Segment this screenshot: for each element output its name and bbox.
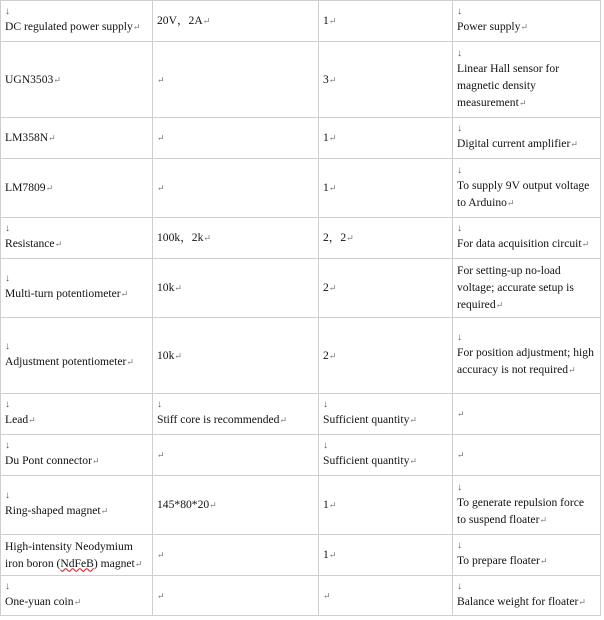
paragraph-mark-icon: ↵ [328, 550, 337, 560]
cell-quantity [319, 435, 453, 476]
paragraph-mark-icon: ↵ [157, 590, 165, 601]
cell-text: 2 [323, 281, 329, 294]
paragraph-mark-icon: ↵ [328, 133, 337, 143]
line-break-icon: ↓ [323, 399, 328, 410]
cell-purpose [453, 259, 601, 318]
cell-text: 1 [323, 131, 329, 144]
cell-text: For data acquisition circuit [457, 237, 582, 250]
paragraph-mark-icon: ↵ [91, 456, 100, 466]
cell-component-name [1, 576, 153, 616]
paragraph-mark-icon: ↵ [539, 556, 548, 566]
cell-component-name [1, 42, 153, 118]
cell-purpose [453, 394, 601, 435]
paragraph-mark-icon: ↵ [506, 197, 515, 208]
cell-quantity [319, 218, 453, 259]
cell-quantity [319, 1, 453, 42]
line-break-icon: ↓ [457, 332, 462, 343]
paragraph-mark-icon: ↵ [346, 233, 354, 243]
paragraph-mark-icon: ↵ [518, 97, 527, 108]
cell-quantity [319, 576, 453, 616]
paragraph-mark-icon: ↵ [28, 415, 36, 425]
cell-text: To prepare floater [457, 554, 540, 567]
cell-component-name [1, 1, 153, 42]
cell-component-name [1, 259, 153, 318]
cell-purpose [453, 576, 601, 616]
paragraph-mark-icon: ↵ [45, 183, 54, 193]
cell-text: LM7809 [5, 181, 46, 194]
paragraph-mark-icon: ↵ [520, 22, 528, 32]
table-row [1, 535, 601, 576]
cell-text: 1 [323, 181, 329, 194]
cell-specification [153, 394, 319, 435]
cell-specification [153, 159, 319, 218]
paragraph-mark-icon: ↵ [73, 596, 82, 607]
cell-specification [153, 318, 319, 394]
line-break-icon: ↓ [157, 399, 162, 410]
paragraph-mark-icon: ↵ [578, 596, 586, 607]
cell-text: Resistance [5, 237, 55, 250]
cell-purpose [453, 118, 601, 159]
cell-text: 3 [323, 72, 329, 86]
line-break-icon: ↓ [5, 340, 10, 352]
line-break-icon: ↓ [5, 6, 10, 17]
cell-text: Linear Hall sensor for magnetic density measurement [457, 61, 560, 109]
cell-specification [153, 118, 319, 159]
cell-text: Du Pont connector [5, 454, 92, 467]
line-break-icon: ↓ [457, 580, 462, 592]
cell-purpose [453, 42, 601, 118]
paragraph-mark-icon: ↵ [409, 415, 417, 425]
cell-text: LM358N [5, 131, 49, 144]
line-break-icon: ↓ [457, 6, 462, 17]
paragraph-mark-icon: ↵ [328, 500, 337, 510]
paragraph-mark-icon: ↵ [157, 550, 165, 560]
paragraph-mark-icon: ↵ [48, 133, 56, 143]
cell-text: Digital current amplifier [457, 137, 571, 150]
paragraph-mark-icon: ↵ [53, 74, 61, 85]
paragraph-mark-icon: ↵ [457, 409, 465, 419]
table-row [1, 394, 601, 435]
paragraph-mark-icon: ↵ [409, 456, 417, 466]
cell-text: DC regulated power supply [5, 20, 133, 33]
paragraph-mark-icon: ↵ [457, 450, 465, 460]
table-row [1, 118, 601, 159]
cell-purpose [453, 535, 601, 576]
paragraph-mark-icon: ↵ [174, 350, 182, 361]
cell-component-name [1, 218, 153, 259]
cell-purpose [453, 218, 601, 259]
line-break-icon: ↓ [323, 440, 328, 451]
paragraph-mark-icon: ↵ [328, 350, 337, 361]
cell-quantity [319, 118, 453, 159]
line-break-icon: ↓ [5, 440, 10, 451]
table-row [1, 259, 601, 318]
line-break-icon: ↓ [457, 223, 462, 234]
paragraph-mark-icon: ↵ [126, 356, 134, 367]
paragraph-mark-icon: ↵ [134, 558, 143, 569]
cell-text: Lead [5, 413, 29, 426]
cell-text: 100k，2k [157, 231, 204, 244]
cell-specification [153, 535, 319, 576]
line-break-icon: ↓ [457, 540, 462, 551]
table-row [1, 476, 601, 535]
cell-text: 2，2 [323, 231, 347, 244]
cell-component-name [1, 318, 153, 394]
paragraph-mark-icon: ↵ [203, 233, 211, 243]
cell-quantity [319, 394, 453, 435]
cell-quantity [319, 476, 453, 535]
paragraph-mark-icon: ↵ [120, 289, 129, 299]
paragraph-mark-icon: ↵ [323, 590, 331, 601]
cell-specification [153, 576, 319, 616]
cell-component-name [1, 435, 153, 476]
paragraph-mark-icon: ↵ [568, 365, 576, 375]
cell-text: Power supply [457, 20, 521, 33]
cell-text: 20V，2A [157, 14, 203, 27]
line-break-icon: ↓ [5, 490, 10, 501]
paragraph-mark-icon: ↵ [495, 300, 504, 310]
table-row [1, 1, 601, 42]
paragraph-mark-icon: ↵ [539, 514, 547, 525]
cell-component-name [1, 535, 153, 576]
cell-text: Ring-shaped magnet [5, 504, 101, 517]
paragraph-mark-icon: ↵ [132, 22, 141, 32]
cell-specification [153, 42, 319, 118]
cell-text: 10k [157, 348, 175, 362]
cell-text: Stiff core is recommended [157, 413, 280, 426]
cell-text: Sufficient quantity [323, 454, 410, 467]
line-break-icon: ↓ [5, 580, 10, 592]
paragraph-mark-icon: ↵ [157, 183, 165, 193]
cell-purpose [453, 476, 601, 535]
line-break-icon: ↓ [457, 481, 462, 493]
cell-quantity [319, 318, 453, 394]
line-break-icon: ↓ [457, 123, 462, 134]
cell-specification [153, 218, 319, 259]
cell-text: To generate repulsion force to suspend floater [457, 495, 584, 526]
cell-component-name [1, 159, 153, 218]
cell-text: 2 [323, 348, 329, 362]
paragraph-mark-icon: ↵ [328, 183, 337, 193]
cell-text: 1 [323, 14, 329, 27]
cell-text: 145*80*20 [157, 498, 210, 511]
cell-text: Sufficient quantity [323, 413, 410, 426]
cell-component-name [1, 476, 153, 535]
line-break-icon: ↓ [5, 223, 10, 234]
cell-text: UGN3503 [5, 72, 54, 86]
cell-text: Multi-turn potentiometer [5, 287, 121, 300]
table-row [1, 159, 601, 218]
components-table-body [1, 1, 601, 616]
line-break-icon: ↓ [5, 399, 10, 410]
table-row [1, 576, 601, 616]
cell-quantity [319, 42, 453, 118]
table-row [1, 318, 601, 394]
cell-text: To supply 9V output voltage to Arduino [457, 178, 590, 209]
cell-specification [153, 435, 319, 476]
cell-text: 1 [323, 548, 329, 561]
cell-text: 1 [323, 498, 329, 511]
cell-text: 10k [157, 281, 175, 294]
table-row [1, 42, 601, 118]
cell-purpose [453, 159, 601, 218]
cell-quantity [319, 259, 453, 318]
cell-specification [153, 1, 319, 42]
paragraph-mark-icon: ↵ [202, 16, 211, 26]
cell-purpose [453, 318, 601, 394]
paragraph-mark-icon: ↵ [157, 74, 165, 85]
cell-text: For position adjustment; high accuracy is not required [457, 346, 594, 376]
line-break-icon: ↓ [457, 164, 462, 176]
cell-text: High-intensity Neodymium iron boron (NdFeB) magnet [5, 539, 135, 570]
cell-component-name [1, 118, 153, 159]
table-row [1, 435, 601, 476]
line-break-icon: ↓ [457, 47, 462, 59]
cell-specification [153, 476, 319, 535]
paragraph-mark-icon: ↵ [328, 283, 337, 293]
paragraph-mark-icon: ↵ [279, 415, 287, 425]
paragraph-mark-icon: ↵ [157, 133, 165, 143]
paragraph-mark-icon: ↵ [570, 139, 578, 149]
line-break-icon: ↓ [5, 273, 10, 284]
cell-text: For setting-up no-load voltage; accurate setup is required [457, 264, 574, 311]
cell-text: Balance weight for floater [457, 594, 579, 608]
table-row [1, 218, 601, 259]
paragraph-mark-icon: ↵ [209, 500, 217, 510]
cell-text: One-yuan coin [5, 594, 74, 608]
paragraph-mark-icon: ↵ [328, 74, 337, 85]
cell-component-name [1, 394, 153, 435]
paragraph-mark-icon: ↵ [328, 16, 337, 26]
paragraph-mark-icon: ↵ [174, 283, 182, 293]
paragraph-mark-icon: ↵ [100, 506, 109, 516]
cell-purpose [453, 1, 601, 42]
paragraph-mark-icon: ↵ [54, 239, 63, 249]
paragraph-mark-icon: ↵ [157, 450, 165, 460]
cell-quantity [319, 159, 453, 218]
paragraph-mark-icon: ↵ [581, 239, 590, 249]
cell-purpose [453, 435, 601, 476]
cell-specification [153, 259, 319, 318]
cell-text: Adjustment potentiometer [5, 354, 127, 368]
cell-quantity [319, 535, 453, 576]
